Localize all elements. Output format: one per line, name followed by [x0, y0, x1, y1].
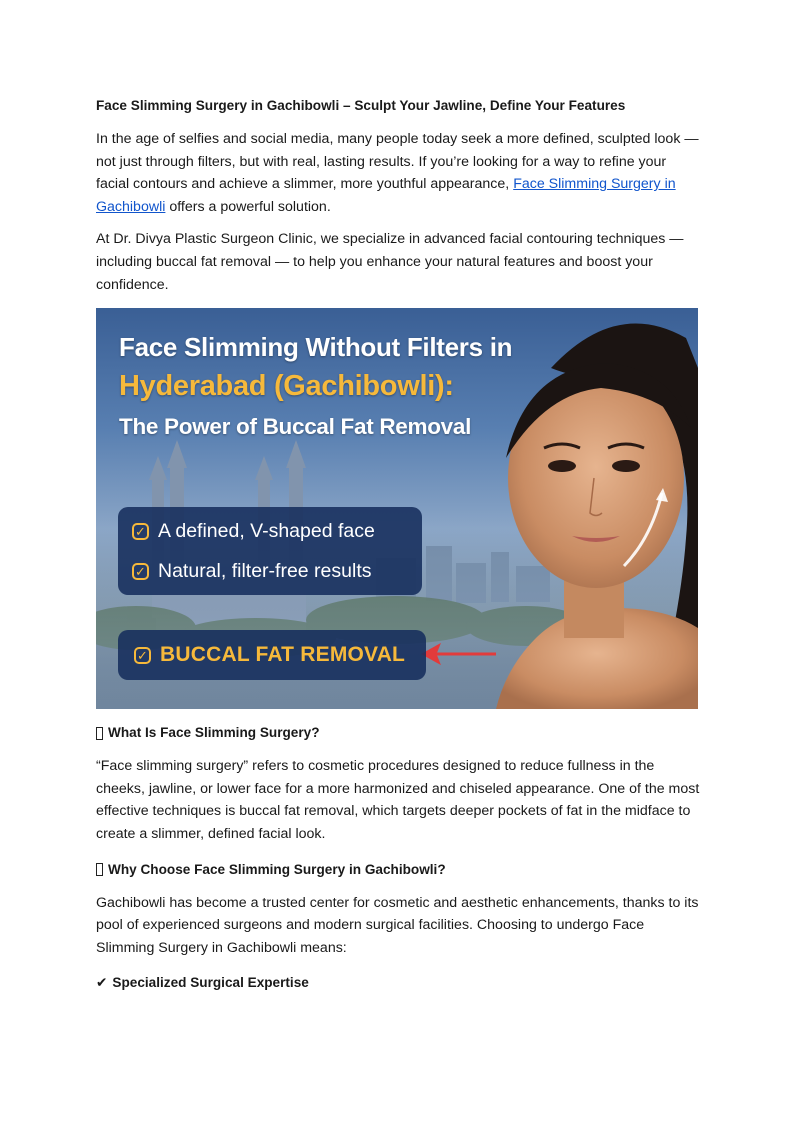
woman-portrait: [496, 324, 698, 710]
banner-headline-line2: Hyderabad (Gachibowli):: [119, 370, 454, 403]
banner-headline-line1: Face Slimming Without Filters in: [119, 332, 513, 363]
banner-headline-line3: The Power of Buccal Fat Removal: [119, 414, 472, 440]
document-title: Face Slimming Surgery in Gachibowli – Sculpt Your Jawline, Define Your Features: [96, 98, 626, 113]
check-box-icon: ✓: [132, 563, 149, 580]
clinic-paragraph: At Dr. Divya Plastic Surgeon Clinic, we specialize in advanced facial contouring techniques — including buccal fat removal — to help you enhance your natural features and boost your confidence.: [96, 231, 684, 293]
list-item-text: Specialized Surgical Expertise: [112, 975, 309, 991]
check-box-icon: ✓: [134, 647, 151, 664]
section-heading-text: What Is Face Slimming Surgery?: [108, 725, 320, 741]
section-heading-why: [96, 860, 700, 880]
missing-glyph-icon: [96, 727, 103, 740]
missing-glyph-icon: [96, 863, 103, 876]
section-body-why: Gachibowli has become a trusted center for cosmetic and aesthetic enhancements, thanks to its pool of experienced surgeons and modern surgical facilities. Choosing to undergo Face Slimming Surgery in Gachibowli means:: [96, 894, 699, 956]
benefits-panel: [118, 507, 422, 595]
face-slimming-link[interactable]: Face Slimming Surgery in Gachibowli: [96, 176, 676, 215]
document-page: [96, 96, 700, 1005]
section-heading-text: Why Choose Face Slimming Surgery in Gachibowli?: [108, 861, 446, 877]
benefit-text: A defined, V-shaped face: [158, 519, 375, 542]
check-box-icon: ✓: [132, 523, 149, 540]
benefit-item: [118, 551, 371, 591]
intro-text-after: offers a powerful solution.: [165, 198, 331, 215]
checkmark-icon: ✔: [96, 975, 108, 991]
section-body-what: “Face slimming surgery” refers to cosmetic procedures designed to reduce fullness in the cheeks, jawline, or lower face for a more harmonized and chiseled appearance. One of the most effective techniques is buccal fat removal, which targets deeper pockets of fat in the midface to create a slimmer, defined facial look.: [96, 758, 700, 842]
list-item-expertise: [96, 973, 700, 993]
cta-panel: [118, 630, 426, 680]
section-heading-what: [96, 723, 700, 743]
promo-banner-image: [96, 308, 698, 709]
benefit-text: Natural, filter-free results: [158, 559, 372, 582]
benefit-item: [118, 511, 375, 551]
intro-paragraph: [96, 128, 700, 218]
cta-text: BUCCAL FAT REMOVAL: [160, 643, 406, 667]
intro-text-before: In the age of selfies and social media, many people today seek a more defined, sculpted look — not just through filters, but with real, lasting results. If you’re looking for a way to refine your facial contours and achieve a slimmer, more youthful appearance,: [96, 131, 699, 193]
